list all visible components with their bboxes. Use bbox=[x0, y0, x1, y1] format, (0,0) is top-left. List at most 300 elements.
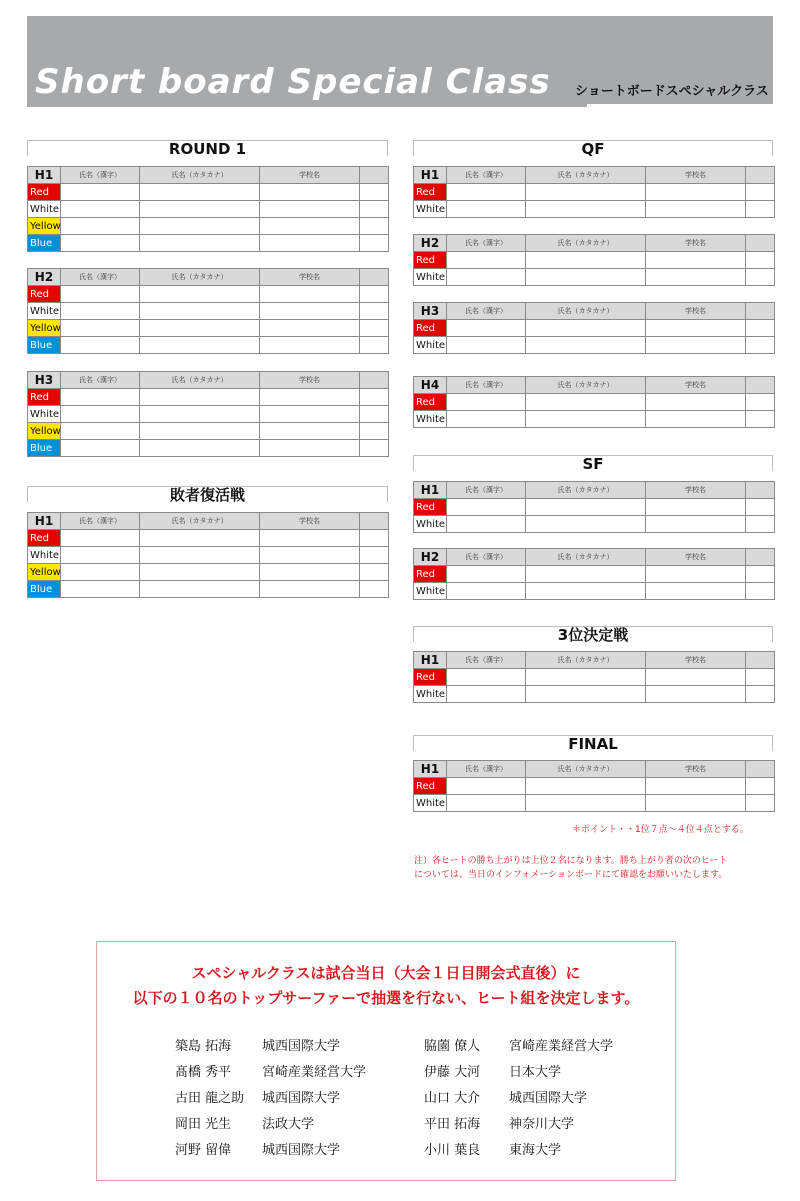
result-cell[interactable] bbox=[360, 320, 389, 337]
jersey-color-red: Red bbox=[414, 778, 447, 795]
school-cell[interactable] bbox=[646, 411, 746, 428]
school-cell[interactable] bbox=[260, 184, 360, 201]
header-kana-name: 氏名（カタカナ） bbox=[526, 167, 646, 184]
header-result bbox=[746, 167, 775, 184]
school-cell[interactable] bbox=[260, 547, 360, 564]
school-cell[interactable] bbox=[260, 530, 360, 547]
kana-name-cell[interactable] bbox=[140, 440, 260, 457]
header-kana-name: 氏名（カタカナ） bbox=[140, 269, 260, 286]
jersey-color-red: Red bbox=[414, 252, 447, 269]
jersey-color-white: White bbox=[414, 337, 447, 354]
page-title: Short board Special Class bbox=[35, 62, 551, 102]
surfer-name-right: 山口 大介 bbox=[424, 1091, 481, 1106]
school-cell[interactable] bbox=[260, 201, 360, 218]
heat-row-white bbox=[414, 583, 775, 600]
header-kanji-name: 氏名（漢字） bbox=[447, 235, 526, 252]
surfer-name-right: 平田 拓海 bbox=[424, 1117, 481, 1132]
section-third-place-title: 3位決定戦 bbox=[557, 626, 629, 644]
header-school: 学校名 bbox=[260, 269, 360, 286]
header-school: 学校名 bbox=[646, 377, 746, 394]
header-school: 学校名 bbox=[646, 482, 746, 499]
heat-label: H2 bbox=[414, 235, 447, 252]
surfer-school-right: 東海大学 bbox=[509, 1143, 562, 1158]
heat-label: H4 bbox=[414, 377, 447, 394]
kanji-name-cell[interactable] bbox=[447, 583, 526, 600]
result-cell[interactable] bbox=[746, 252, 775, 269]
kana-name-cell[interactable] bbox=[526, 583, 646, 600]
advance-note-line2: については、当日のインフォメーションボードにて確認をお願いいたします。 bbox=[414, 870, 728, 880]
kana-name-cell[interactable] bbox=[526, 669, 646, 686]
heat-row-white bbox=[414, 269, 775, 286]
header-result bbox=[360, 167, 389, 184]
school-cell[interactable] bbox=[646, 337, 746, 354]
kana-name-cell[interactable] bbox=[526, 320, 646, 337]
school-cell[interactable] bbox=[260, 440, 360, 457]
header-kana-name: 氏名（カタカナ） bbox=[526, 549, 646, 566]
kanji-name-cell[interactable] bbox=[447, 499, 526, 516]
result-cell[interactable] bbox=[746, 686, 775, 703]
result-cell[interactable] bbox=[746, 516, 775, 533]
school-cell[interactable] bbox=[646, 686, 746, 703]
result-cell[interactable] bbox=[360, 564, 389, 581]
result-cell[interactable] bbox=[360, 389, 389, 406]
heat-label: H1 bbox=[414, 761, 447, 778]
header-result bbox=[360, 269, 389, 286]
heat-row-red bbox=[28, 389, 389, 406]
kanji-name-cell[interactable] bbox=[447, 778, 526, 795]
section-repechage-title: 敗者復活戦 bbox=[169, 486, 245, 504]
kanji-name-cell[interactable] bbox=[61, 564, 140, 581]
result-cell[interactable] bbox=[360, 235, 389, 252]
heat-row-red bbox=[414, 566, 775, 583]
jersey-color-red: Red bbox=[28, 184, 61, 201]
kanji-name-cell[interactable] bbox=[447, 566, 526, 583]
header-kanji-name: 氏名（漢字） bbox=[447, 303, 526, 320]
header-kana-name: 氏名（カタカナ） bbox=[526, 652, 646, 669]
header-result bbox=[360, 513, 389, 530]
school-cell[interactable] bbox=[260, 286, 360, 303]
kana-name-cell[interactable] bbox=[526, 516, 646, 533]
kanji-name-cell[interactable] bbox=[61, 218, 140, 235]
heat-row-white bbox=[414, 686, 775, 703]
section-final bbox=[413, 735, 773, 751]
heat-row-white bbox=[414, 795, 775, 812]
heat-row-white bbox=[28, 303, 389, 320]
jersey-color-red: Red bbox=[414, 184, 447, 201]
heat-label: H3 bbox=[414, 303, 447, 320]
result-cell[interactable] bbox=[746, 320, 775, 337]
qf-heat3 bbox=[413, 302, 775, 354]
surfer-school-right: 城西国際大学 bbox=[509, 1091, 588, 1106]
qf-heat1 bbox=[413, 166, 775, 218]
kanji-name-cell[interactable] bbox=[61, 547, 140, 564]
jersey-color-white: White bbox=[414, 516, 447, 533]
kana-name-cell[interactable] bbox=[526, 778, 646, 795]
surfer-school-left: 宮崎産業経営大学 bbox=[262, 1065, 367, 1080]
heat-row-white bbox=[414, 337, 775, 354]
heat-row-white bbox=[414, 516, 775, 533]
heat-label: H1 bbox=[28, 513, 61, 530]
kana-name-cell[interactable] bbox=[526, 499, 646, 516]
third-place-heat1 bbox=[413, 651, 775, 703]
header-kana-name: 氏名（カタカナ） bbox=[526, 235, 646, 252]
surfer-school-right: 神奈川大学 bbox=[509, 1117, 575, 1132]
kanji-name-cell[interactable] bbox=[447, 184, 526, 201]
jersey-color-white: White bbox=[414, 795, 447, 812]
school-cell[interactable] bbox=[260, 218, 360, 235]
jersey-color-blue: Blue bbox=[28, 440, 61, 457]
school-cell[interactable] bbox=[646, 320, 746, 337]
surfer-school-right: 日本大学 bbox=[509, 1065, 562, 1080]
kanji-name-cell[interactable] bbox=[61, 320, 140, 337]
round1-heat1 bbox=[27, 166, 389, 252]
heat-row-white bbox=[28, 201, 389, 218]
section-qf bbox=[413, 140, 773, 156]
header-kana-name: 氏名（カタカナ） bbox=[140, 372, 260, 389]
school-cell[interactable] bbox=[646, 201, 746, 218]
surfer-name-right: 伊藤 大河 bbox=[424, 1065, 481, 1080]
surfer-school-left: 法政大学 bbox=[262, 1117, 315, 1132]
surfer-name-left: 古田 龍之助 bbox=[175, 1091, 245, 1106]
result-cell[interactable] bbox=[746, 778, 775, 795]
kanji-name-cell[interactable] bbox=[447, 201, 526, 218]
surfer-school-left: 城西国際大学 bbox=[262, 1039, 341, 1054]
kana-name-cell[interactable] bbox=[526, 686, 646, 703]
heat-row-blue bbox=[28, 337, 389, 354]
jersey-color-white: White bbox=[414, 411, 447, 428]
surfer-name-left: 河野 留偉 bbox=[175, 1143, 232, 1158]
header-school: 学校名 bbox=[646, 652, 746, 669]
heat-row-red bbox=[28, 530, 389, 547]
jersey-color-yellow: Yellow bbox=[28, 218, 61, 235]
header-kanji-name: 氏名（漢字） bbox=[447, 482, 526, 499]
result-cell[interactable] bbox=[360, 303, 389, 320]
surfer-name-left: 髙橋 秀平 bbox=[175, 1065, 232, 1080]
kanji-name-cell[interactable] bbox=[447, 269, 526, 286]
kana-name-cell[interactable] bbox=[526, 566, 646, 583]
header-school: 学校名 bbox=[646, 549, 746, 566]
heat-row-red bbox=[414, 320, 775, 337]
school-cell[interactable] bbox=[260, 423, 360, 440]
section-repechage bbox=[27, 486, 388, 502]
heat-label: H1 bbox=[28, 167, 61, 184]
kanji-name-cell[interactable] bbox=[447, 337, 526, 354]
jersey-color-white: White bbox=[28, 547, 61, 564]
jersey-color-red: Red bbox=[414, 394, 447, 411]
kanji-name-cell[interactable] bbox=[61, 337, 140, 354]
kana-name-cell[interactable] bbox=[140, 530, 260, 547]
kanji-name-cell[interactable] bbox=[61, 440, 140, 457]
surfer-name-left: 築島 拓海 bbox=[175, 1039, 232, 1054]
surfer-name-right: 脇薗 僚人 bbox=[424, 1039, 481, 1054]
school-cell[interactable] bbox=[646, 669, 746, 686]
result-cell[interactable] bbox=[746, 337, 775, 354]
result-cell[interactable] bbox=[360, 184, 389, 201]
school-cell[interactable] bbox=[260, 581, 360, 598]
jersey-color-blue: Blue bbox=[28, 235, 61, 252]
heat-row-yellow bbox=[28, 320, 389, 337]
header-kana-name: 氏名（カタカナ） bbox=[526, 377, 646, 394]
kana-name-cell[interactable] bbox=[140, 564, 260, 581]
page-subtitle: ショートボードスペシャルクラス bbox=[575, 84, 769, 99]
surfer-name-left: 岡田 光生 bbox=[175, 1117, 232, 1132]
jersey-color-red: Red bbox=[414, 499, 447, 516]
points-note: ＊ポイント・・1位７点〜４位４点とする。 bbox=[572, 825, 749, 835]
result-cell[interactable] bbox=[746, 566, 775, 583]
school-cell[interactable] bbox=[646, 252, 746, 269]
school-cell[interactable] bbox=[260, 303, 360, 320]
repechage-heat1 bbox=[27, 512, 389, 598]
result-cell[interactable] bbox=[746, 583, 775, 600]
header-underline bbox=[27, 104, 587, 107]
qf-heat2 bbox=[413, 234, 775, 286]
result-cell[interactable] bbox=[360, 530, 389, 547]
kana-name-cell[interactable] bbox=[140, 406, 260, 423]
jersey-color-red: Red bbox=[414, 566, 447, 583]
result-cell[interactable] bbox=[746, 269, 775, 286]
kanji-name-cell[interactable] bbox=[447, 252, 526, 269]
result-cell[interactable] bbox=[746, 499, 775, 516]
heat-row-yellow bbox=[28, 218, 389, 235]
kana-name-cell[interactable] bbox=[140, 581, 260, 598]
header-result bbox=[746, 377, 775, 394]
header-kanji-name: 氏名（漢字） bbox=[61, 269, 140, 286]
surfer-school-left: 城西国際大学 bbox=[262, 1143, 341, 1158]
header-kanji-name: 氏名（漢字） bbox=[61, 167, 140, 184]
heat-row-blue bbox=[28, 440, 389, 457]
heat-label: H1 bbox=[414, 482, 447, 499]
heat-row-red bbox=[414, 499, 775, 516]
header-kanji-name: 氏名（漢字） bbox=[447, 377, 526, 394]
school-cell[interactable] bbox=[646, 394, 746, 411]
section-third-place bbox=[413, 626, 773, 642]
kanji-name-cell[interactable] bbox=[447, 516, 526, 533]
kanji-name-cell[interactable] bbox=[61, 235, 140, 252]
heat-row-red bbox=[28, 286, 389, 303]
header-kana-name: 氏名（カタカナ） bbox=[526, 761, 646, 778]
round1-heat3 bbox=[27, 371, 389, 457]
header-kanji-name: 氏名（漢字） bbox=[61, 372, 140, 389]
school-cell[interactable] bbox=[646, 795, 746, 812]
qf-heat4 bbox=[413, 376, 775, 428]
jersey-color-red: Red bbox=[28, 286, 61, 303]
result-cell[interactable] bbox=[360, 218, 389, 235]
header-school: 学校名 bbox=[646, 303, 746, 320]
jersey-color-red: Red bbox=[414, 669, 447, 686]
header-kana-name: 氏名（カタカナ） bbox=[140, 513, 260, 530]
header-kana-name: 氏名（カタカナ） bbox=[140, 167, 260, 184]
section-final-title: FINAL bbox=[568, 735, 618, 753]
jersey-color-blue: Blue bbox=[28, 581, 61, 598]
jersey-color-yellow: Yellow bbox=[28, 423, 61, 440]
sf-heat1 bbox=[413, 481, 775, 533]
result-cell[interactable] bbox=[746, 201, 775, 218]
kana-name-cell[interactable] bbox=[526, 394, 646, 411]
school-cell[interactable] bbox=[646, 184, 746, 201]
kana-name-cell[interactable] bbox=[140, 201, 260, 218]
result-cell[interactable] bbox=[360, 406, 389, 423]
kanji-name-cell[interactable] bbox=[61, 201, 140, 218]
kana-name-cell[interactable] bbox=[140, 389, 260, 406]
jersey-color-white: White bbox=[414, 686, 447, 703]
info-heading-line2: 以下の１０名のトップサーファーで抽選を行ない、ヒート組を決定します。 bbox=[132, 989, 640, 1007]
heat-label: H1 bbox=[414, 167, 447, 184]
heat-row-yellow bbox=[28, 564, 389, 581]
heat-label: H2 bbox=[28, 269, 61, 286]
header-kanji-name: 氏名（漢字） bbox=[447, 167, 526, 184]
header-result bbox=[746, 482, 775, 499]
jersey-color-yellow: Yellow bbox=[28, 564, 61, 581]
jersey-color-white: White bbox=[28, 303, 61, 320]
kana-name-cell[interactable] bbox=[140, 235, 260, 252]
heat-row-white bbox=[28, 406, 389, 423]
school-cell[interactable] bbox=[260, 406, 360, 423]
school-cell[interactable] bbox=[260, 337, 360, 354]
kanji-name-cell[interactable] bbox=[61, 303, 140, 320]
kana-name-cell[interactable] bbox=[140, 286, 260, 303]
kana-name-cell[interactable] bbox=[526, 201, 646, 218]
kana-name-cell[interactable] bbox=[526, 337, 646, 354]
header-kanji-name: 氏名（漢字） bbox=[61, 513, 140, 530]
section-sf-title: SF bbox=[582, 455, 604, 473]
result-cell[interactable] bbox=[360, 440, 389, 457]
jersey-color-red: Red bbox=[28, 530, 61, 547]
heat-row-red bbox=[414, 778, 775, 795]
heat-row-red bbox=[28, 184, 389, 201]
heat-label: H1 bbox=[414, 652, 447, 669]
header-result bbox=[360, 372, 389, 389]
kana-name-cell[interactable] bbox=[140, 423, 260, 440]
school-cell[interactable] bbox=[646, 778, 746, 795]
section-round1-title: ROUND 1 bbox=[168, 140, 247, 158]
kanji-name-cell[interactable] bbox=[61, 423, 140, 440]
kanji-name-cell[interactable] bbox=[61, 581, 140, 598]
advance-note-line1: 注）各ヒートの勝ち上がりは上位２名になります。勝ち上がり者の次のヒート bbox=[414, 856, 728, 866]
jersey-color-red: Red bbox=[414, 320, 447, 337]
kanji-name-cell[interactable] bbox=[447, 411, 526, 428]
surfer-school-right: 宮崎産業経営大学 bbox=[509, 1039, 614, 1054]
header-school: 学校名 bbox=[646, 167, 746, 184]
school-cell[interactable] bbox=[646, 516, 746, 533]
kanji-name-cell[interactable] bbox=[447, 394, 526, 411]
header-school: 学校名 bbox=[646, 761, 746, 778]
header-result bbox=[746, 235, 775, 252]
jersey-color-blue: Blue bbox=[28, 337, 61, 354]
school-cell[interactable] bbox=[646, 566, 746, 583]
result-cell[interactable] bbox=[746, 411, 775, 428]
final-heat1 bbox=[413, 760, 775, 812]
header-school: 学校名 bbox=[260, 167, 360, 184]
school-cell[interactable] bbox=[260, 564, 360, 581]
jersey-color-white: White bbox=[28, 201, 61, 218]
kana-name-cell[interactable] bbox=[140, 547, 260, 564]
header-school: 学校名 bbox=[260, 372, 360, 389]
kanji-name-cell[interactable] bbox=[61, 530, 140, 547]
result-cell[interactable] bbox=[746, 669, 775, 686]
school-cell[interactable] bbox=[260, 235, 360, 252]
sf-heat2 bbox=[413, 548, 775, 600]
header-result bbox=[746, 761, 775, 778]
kana-name-cell[interactable] bbox=[140, 184, 260, 201]
heat-label: H2 bbox=[414, 549, 447, 566]
heat-row-red bbox=[414, 184, 775, 201]
heat-row-white bbox=[414, 411, 775, 428]
kana-name-cell[interactable] bbox=[140, 218, 260, 235]
jersey-color-yellow: Yellow bbox=[28, 320, 61, 337]
heat-row-white bbox=[414, 201, 775, 218]
result-cell[interactable] bbox=[360, 423, 389, 440]
result-cell[interactable] bbox=[360, 201, 389, 218]
kana-name-cell[interactable] bbox=[526, 269, 646, 286]
kana-name-cell[interactable] bbox=[526, 252, 646, 269]
kanji-name-cell[interactable] bbox=[61, 389, 140, 406]
result-cell[interactable] bbox=[360, 286, 389, 303]
heat-row-red bbox=[414, 669, 775, 686]
header-result bbox=[746, 303, 775, 320]
section-round1 bbox=[27, 140, 388, 156]
kanji-name-cell[interactable] bbox=[447, 795, 526, 812]
result-cell[interactable] bbox=[746, 795, 775, 812]
result-cell[interactable] bbox=[360, 337, 389, 354]
heat-label: H3 bbox=[28, 372, 61, 389]
result-cell[interactable] bbox=[746, 394, 775, 411]
result-cell[interactable] bbox=[360, 581, 389, 598]
jersey-color-red: Red bbox=[28, 389, 61, 406]
kana-name-cell[interactable] bbox=[526, 184, 646, 201]
result-cell[interactable] bbox=[360, 547, 389, 564]
kanji-name-cell[interactable] bbox=[61, 184, 140, 201]
school-cell[interactable] bbox=[646, 499, 746, 516]
school-cell[interactable] bbox=[646, 583, 746, 600]
result-cell[interactable] bbox=[746, 184, 775, 201]
header-kanji-name: 氏名（漢字） bbox=[447, 652, 526, 669]
kanji-name-cell[interactable] bbox=[447, 669, 526, 686]
kana-name-cell[interactable] bbox=[526, 795, 646, 812]
kanji-name-cell[interactable] bbox=[447, 320, 526, 337]
info-heading-line1: スペシャルクラスは試合当日（大会１日目開会式直後）に bbox=[191, 964, 581, 982]
header-result bbox=[746, 652, 775, 669]
header-school: 学校名 bbox=[646, 235, 746, 252]
header-kana-name: 氏名（カタカナ） bbox=[526, 303, 646, 320]
school-cell[interactable] bbox=[260, 389, 360, 406]
school-cell[interactable] bbox=[260, 320, 360, 337]
kanji-name-cell[interactable] bbox=[61, 286, 140, 303]
kana-name-cell[interactable] bbox=[526, 411, 646, 428]
header-kanji-name: 氏名（漢字） bbox=[447, 549, 526, 566]
jersey-color-white: White bbox=[414, 583, 447, 600]
heat-row-blue bbox=[28, 235, 389, 252]
school-cell[interactable] bbox=[646, 269, 746, 286]
kana-name-cell[interactable] bbox=[140, 320, 260, 337]
header-kanji-name: 氏名（漢字） bbox=[447, 761, 526, 778]
surfer-school-left: 城西国際大学 bbox=[262, 1091, 341, 1106]
heat-row-white bbox=[28, 547, 389, 564]
heat-row-red bbox=[414, 394, 775, 411]
kana-name-cell[interactable] bbox=[140, 303, 260, 320]
surfer-name-right: 小川 葉良 bbox=[424, 1143, 481, 1158]
kanji-name-cell[interactable] bbox=[61, 406, 140, 423]
section-sf bbox=[413, 455, 773, 471]
jersey-color-white: White bbox=[414, 201, 447, 218]
header-kana-name: 氏名（カタカナ） bbox=[526, 482, 646, 499]
header-result bbox=[746, 549, 775, 566]
header-school: 学校名 bbox=[260, 513, 360, 530]
jersey-color-white: White bbox=[414, 269, 447, 286]
jersey-color-white: White bbox=[28, 406, 61, 423]
kana-name-cell[interactable] bbox=[140, 337, 260, 354]
kanji-name-cell[interactable] bbox=[447, 686, 526, 703]
section-qf-title: QF bbox=[581, 140, 605, 158]
